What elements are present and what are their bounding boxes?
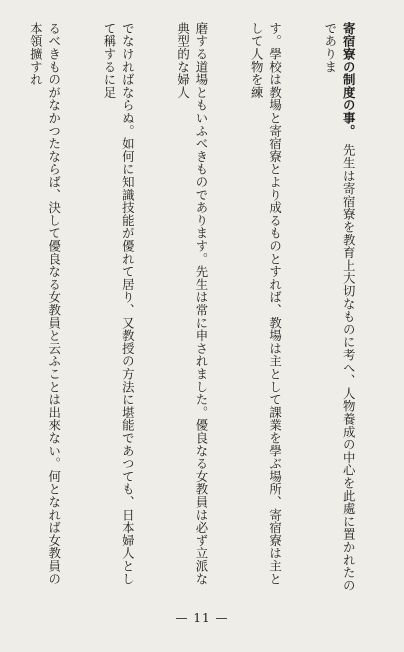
text-column: でなければならぬ。如何に知識技能が優れて居り、又教授の方法に堪能であつても、日本婦人として稱するに足: [101, 22, 136, 586]
text-column: [320, 22, 357, 597]
text-column: 磨する道場ともいふべきものであります。先生は常に申されました。優良なる女教員は必ず立派な典型的な婦人: [175, 22, 209, 586]
text-column: す。學校は教場と寄宿寮とより成るものとすれば、教場は主として課業を學ぶ場所、寄宿寮は主として人物を練: [249, 22, 283, 586]
text-column-content: 先生は寄宿寮を教育上大切なものに考へ、人物養成の中心を此處に置かれたのでありま: [322, 22, 357, 592]
text-column: るべきものがなかつたならば、決して優良なる女教員と云ふことは出來ない。何となれば女教員の本領擴すれ: [28, 22, 62, 586]
section-heading: 寄宿寮の制度の事。: [341, 22, 357, 131]
body-text: [6, 22, 394, 597]
page-number: — 11 —: [175, 611, 229, 625]
